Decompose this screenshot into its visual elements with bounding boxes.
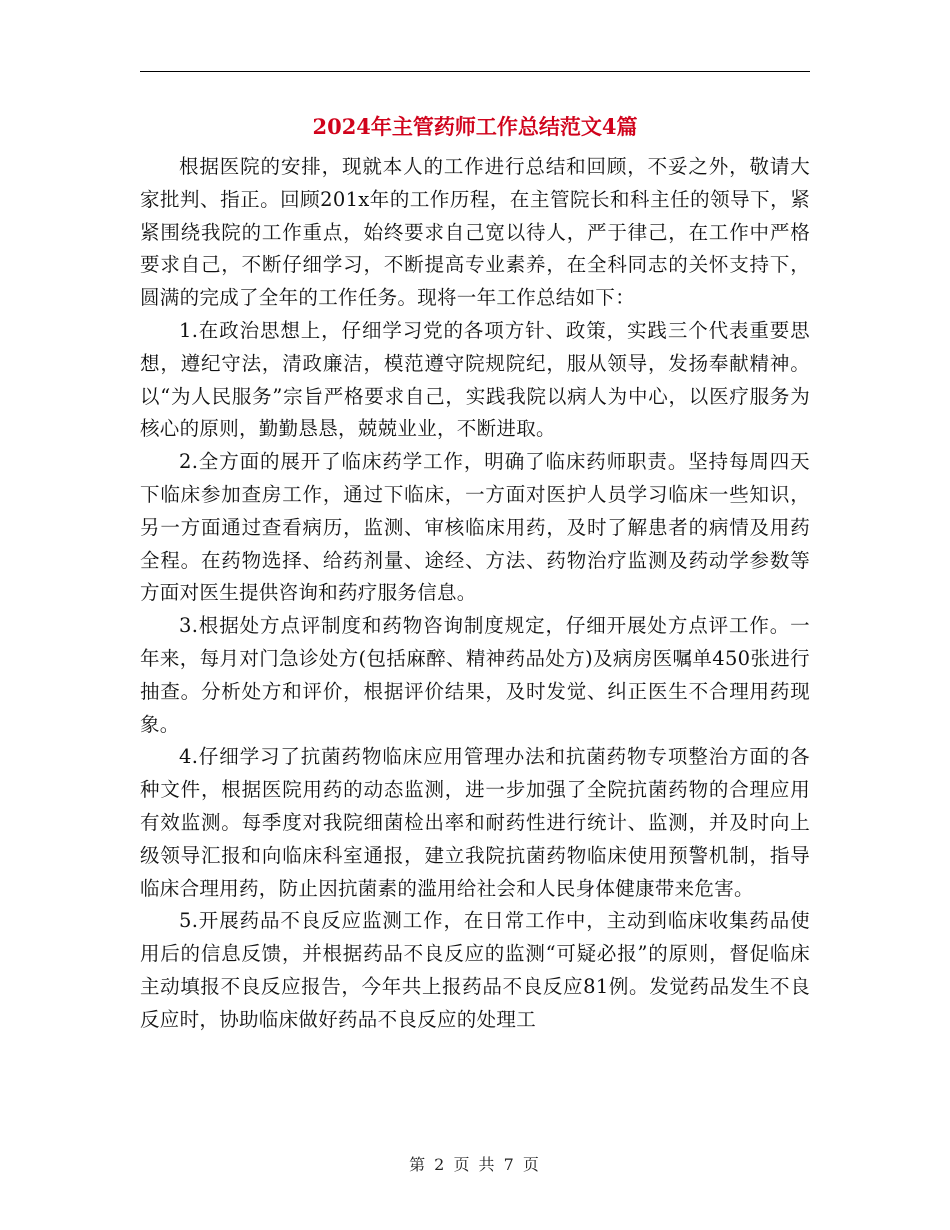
paragraph-intro: 根据医院的安排，现就本人的工作进行总结和回顾，不妥之外，敬请大家批判、指正。回顾201x年的工作历程，在主管院长和科主任的领导下，紧紧围绕我院的工作重点，始终要求自己宽以待人，严于律己，在工作中严格要求自己，不断仔细学习，不断提高专业素养，在全科同志的关怀支持下，圆满的完成了全年的工作任务。现将一年工作总结如下： [140,155,810,310]
paragraph-item-4: 4.仔细学习了抗菌药物临床应用管理办法和抗菌药物专项整治方面的各种文件，根据医院用药的动态监测，进一步加强了全院抗菌药物的合理应用有效监测。每季度对我院细菌检出率和耐药性进行统计、监测，并及时向上级领导汇报和向临床科室通报，建立我院抗菌药物临床使用预警机制，指导临床合理用药，防止因抗菌素的滥用给社会和人民身体健康带来危害。 [140,745,810,900]
page-number-footer: 第 2 页 共 7 页 [409,1155,541,1174]
paragraph-item-3: 3.根据处方点评制度和药物咨询制度规定，仔细开展处方点评工作。一年来，每月对门急诊处方(包括麻醉、精神药品处方)及病房医嘱单450张进行抽查。分析处方和评价，根据评价结果，及时发觉、纠正医生不合理用药现象。 [140,614,810,736]
document-title: 2024年主管药师工作总结范文4篇 [312,114,638,139]
paragraph-item-2: 2.全方面的展开了临床药学工作，明确了临床药师职责。坚持每周四天下临床参加查房工作，通过下临床，一方面对医护人员学习临床一些知识，另一方面通过查看病历，监测、审核临床用药，及时了解患者的病情及用药全程。在药物选择、给药剂量、途经、方法、药物治疗监测及药动学参数等方面对医生提供咨询和药疗服务信息。 [140,450,810,605]
header-rule [140,71,810,72]
paragraph-item-1: 1.在政治思想上，仔细学习党的各项方针、政策，实践三个代表重要思想，遵纪守法，清政廉洁，模范遵守院规院纪，服从领导，发扬奉献精神。以“为人民服务”宗旨严格要求自己，实践我院以病人为中心，以医疗服务为核心的原则，勤勤恳恳，兢兢业业，不断进取。 [140,318,810,441]
paragraph-item-5: 5.开展药品不良反应监测工作，在日常工作中，主动到临床收集药品使用后的信息反馈，并根据药品不良反应的监测“可疑必报”的原则，督促临床主动填报不良反应报告，今年共上报药品不良反应81例。发觉药品发生不良反应时，协助临床做好药品不良反应的处理工 [140,909,810,1031]
document-body [140,151,810,1037]
